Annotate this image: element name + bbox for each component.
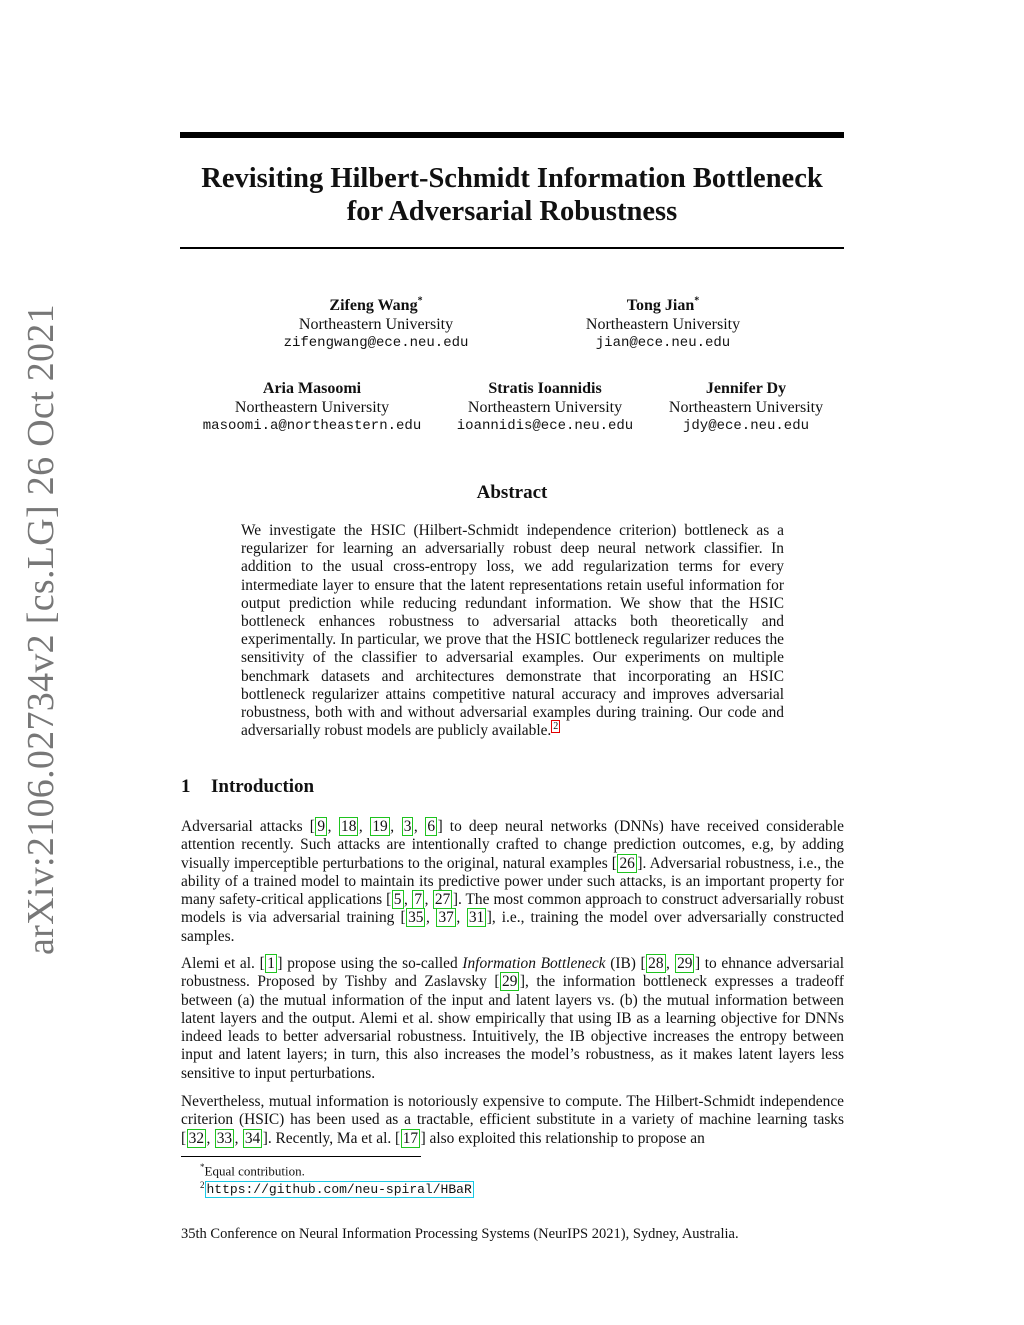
author-affiliation: Northeastern University bbox=[298, 316, 454, 333]
author-name: Jennifer Dy bbox=[705, 380, 787, 397]
title-line-2: for Adversarial Robustness bbox=[346, 196, 678, 227]
citation-link[interactable]: 26 bbox=[619, 854, 635, 872]
author-block bbox=[192, 379, 432, 436]
author-email[interactable]: jian@ece.neu.edu bbox=[595, 335, 731, 351]
citation-link[interactable]: 17 bbox=[402, 1129, 419, 1147]
citation-link[interactable]: 7 bbox=[414, 891, 423, 909]
citation-link[interactable]: 32 bbox=[188, 1129, 205, 1147]
author-name: Tong Jian* bbox=[626, 295, 700, 314]
title-bottom-rule bbox=[180, 247, 844, 249]
paper-title bbox=[180, 162, 844, 228]
author-name: Zifeng Wang* bbox=[329, 295, 423, 314]
citation-link[interactable]: 3 bbox=[403, 818, 412, 835]
abstract-body: We investigate the HSIC (Hilbert-Schmidt independence criterion) bottleneck as a regularizer for learning an adversarially robust deep neural network classifier. In addition to the usual cross-entropy loss, we add regularization terms for every intermediate layer to ensure that the latent representations retain useful information for output prediction while reducing redundant information. We show that the HSIC bottleneck enhances robustness to adversarial attacks both theoretically and experimentally. In particular, we prove that the HSIC bottleneck regularizer reduces the sensitivity of the classifier to adversarial examples. Our experiments on multiple benchmark datasets and architectures demonstrate that incorporating an HSIC bottleneck regularizer attains competitive natural accuracy and improves adversarial robustness, both with and without adversarial examples during training. Our code and adversarially robust models are publicly available. $^2$ bbox=[241, 522, 784, 740]
author-name: Aria Masoomi bbox=[262, 380, 362, 397]
citation-link[interactable]: 35 bbox=[408, 909, 424, 927]
citation-link[interactable]: 34 bbox=[244, 1129, 261, 1147]
citation-link[interactable]: 5 bbox=[393, 891, 402, 909]
paragraph-2: Alemi et al. [ 1 ] propose using the so-called Information Bottleneck (IB) [ 28 , 29 ] to ehnance adversarial robustness. Proposed by Tishby and Zaslavsky [ 29 ], the information bottleneck expresses a tradeoff between (a) the mutual information of the input and latent layers vs. (b) the mutual information between latent layers and the output. Alemi et al. show empirically that using IB as a learning objective for DNNs indeed leads to better adversarial robustness. Intuitively, the IB objective increases the entropy between input and latent layers; in turn, this also increases the model’s robustness, as it makes latent layers less sensitive to input perturbations. bbox=[181, 955, 845, 1082]
author-email[interactable]: zifengwang@ece.neu.edu bbox=[283, 335, 469, 351]
conference-note: 35th Conference on Neural Information Processing Systems (NeurIPS 2021), Sydney, Australia. bbox=[181, 1226, 739, 1242]
arxiv-identifier: arXiv:2106.02734v2 [cs.LG] 26 Oct 2021 bbox=[20, 304, 62, 955]
citation-link[interactable]: 28 bbox=[648, 955, 664, 972]
footnote-rule bbox=[181, 1156, 421, 1157]
abstract-heading: Abstract bbox=[476, 482, 548, 503]
citation-link[interactable]: 29 bbox=[677, 955, 693, 972]
footnote-link[interactable]: 2 bbox=[553, 721, 559, 733]
citation-link[interactable]: 19 bbox=[372, 818, 388, 835]
citation-link[interactable]: 31 bbox=[468, 909, 485, 927]
title-top-rule bbox=[180, 132, 844, 138]
author-block bbox=[553, 296, 773, 353]
author-block bbox=[256, 296, 496, 353]
author-affiliation: Northeastern University bbox=[467, 399, 623, 416]
author-block bbox=[440, 379, 650, 436]
paragraph-3: Nevertheless, mutual information is notoriously expensive to compute. The Hilbert-Schmidt independence criterion (HSIC) has been used as a tractable, efficient substitute in a variety of machine learning tasks [ 32 , 33 , 34 ]. Recently, Ma et al. [ 17 ] also exploited this relationship to propose an bbox=[181, 1093, 844, 1147]
citation-link[interactable]: 6 bbox=[427, 818, 436, 835]
author-affiliation: Northeastern University bbox=[668, 399, 824, 416]
footnote-code-url: $^2$ https://github.com/neu-spiral/HBaR bbox=[200, 1180, 472, 1198]
author-block bbox=[656, 379, 836, 436]
author-affiliation: Northeastern University bbox=[585, 316, 741, 333]
title-line-1: Revisiting Hilbert-Schmidt Information Bottleneck bbox=[201, 163, 823, 194]
code-url-link[interactable]: https://github.com/neu-spiral/HBaR bbox=[206, 1182, 472, 1198]
citation-link[interactable]: 18 bbox=[341, 818, 357, 835]
citation-link[interactable]: 37 bbox=[438, 909, 454, 927]
citation-link[interactable]: 33 bbox=[216, 1129, 233, 1147]
author-email[interactable]: ioannidis@ece.neu.edu bbox=[456, 418, 634, 434]
citation-link[interactable]: 29 bbox=[502, 973, 518, 991]
citation-link[interactable]: 27 bbox=[434, 891, 451, 909]
section-heading: 1 Introduction bbox=[181, 776, 315, 797]
author-email[interactable]: masoomi.a@northeastern.edu bbox=[202, 418, 422, 434]
author-affiliation: Northeastern University bbox=[234, 399, 390, 416]
author-email[interactable]: jdy@ece.neu.edu bbox=[682, 418, 810, 434]
footnote-equal-contribution: *Equal contribution. bbox=[200, 1162, 305, 1179]
author-name: Stratis Ioannidis bbox=[488, 380, 602, 397]
citation-link[interactable]: 9 bbox=[317, 818, 326, 835]
citation-link[interactable]: 1 bbox=[267, 955, 275, 972]
paragraph-1: Adversarial attacks [ 9 , 18 , 19 , 3 , 6 ] to deep neural networks (DNNs) have received considerable attention recently. Such attacks are intentionally crafted to change prediction outcomes, e.g, by adding visually imperceptible perturbations to the original, natural examples [ 26 ]. Adversarial robustness, i.e., the ability of a trained model to maintain its predictive power under such attacks, is an important property for many safety-critical applications [ 5 , 7 , 27 ]. The most common approach to construct adversarially robust models is via adversarial training [ 35 , 37 , 31 ], i.e., training the model over adversarially constructed samples. bbox=[181, 818, 845, 945]
